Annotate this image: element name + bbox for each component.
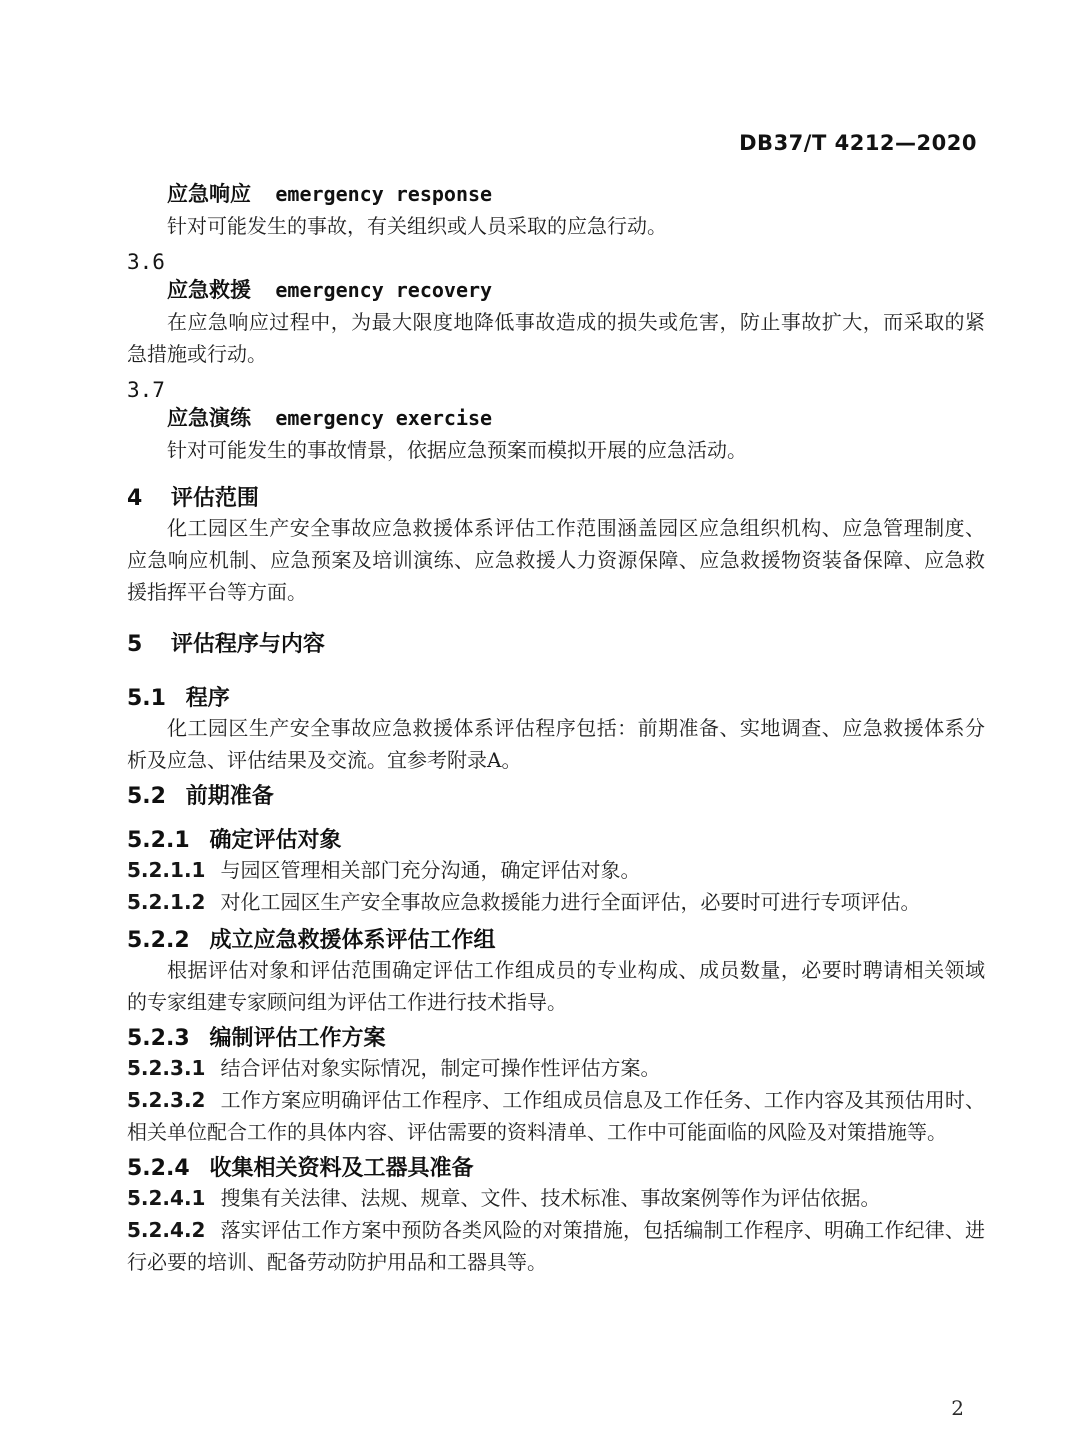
term-number: 3.6 xyxy=(127,250,165,274)
section-5-2-2-paragraph: 根据评估对象和评估范围确定评估工作组成员的专业构成、成员数量，必要时聘请相关领域的专家组建专家顾问组为评估工作进行技术指导。 xyxy=(127,958,985,1014)
clause-text: 工作方案应明确评估工作程序、工作组成员信息及工作任务、工作内容及其预估用时、相关单位配合工作的具体内容、评估需要的资料清单、工作中可能面临的风险及对策措施等。 xyxy=(127,1088,985,1144)
clause-item xyxy=(127,1084,985,1148)
clause-number: 5.2.1.1 xyxy=(127,858,206,882)
section-4-paragraph: 化工园区生产安全事故应急救援体系评估工作范围涵盖园区应急组织机构、应急管理制度、应急响应机制、应急预案及培训演练、应急救援人力资源保障、应急救援物资装备保障、应急救援指挥平台等方面。 xyxy=(127,516,985,604)
section-number: 5.2.2 xyxy=(127,928,190,953)
clause-number: 5.2.4.2 xyxy=(127,1218,206,1242)
section-title: 编制评估工作方案 xyxy=(209,1026,386,1051)
clause-number: 5.2.3.1 xyxy=(127,1056,206,1080)
section-number: 5.2.3 xyxy=(127,1026,190,1051)
clause-item xyxy=(127,1182,985,1214)
section-number: 5.2.1 xyxy=(127,828,190,853)
page-content xyxy=(127,178,985,1278)
page-number: 2 xyxy=(951,1396,964,1420)
term-chinese: 应急响应 xyxy=(167,182,251,206)
term-chinese: 应急救援 xyxy=(167,278,251,302)
section-title: 前期准备 xyxy=(185,784,274,809)
term-chinese: 应急演练 xyxy=(167,406,251,430)
clause-text: 搜集有关法律、法规、规章、文件、技术标准、事故案例等作为评估依据。 xyxy=(220,1186,881,1210)
section-5-1-paragraph: 化工园区生产安全事故应急救援体系评估程序包括：前期准备、实地调查、应急救援体系分析及应急、评估结果及交流。宜参考附录A。 xyxy=(127,716,985,772)
section-5-2-4-heading xyxy=(127,1156,985,1182)
term-title-line xyxy=(127,274,985,306)
clause-text: 结合评估对象实际情况，制定可操作性评估方案。 xyxy=(220,1056,661,1080)
term-english: emergency exercise xyxy=(275,406,493,430)
term-english: emergency recovery xyxy=(275,278,493,302)
clause-text: 与园区管理相关部门充分沟通，确定评估对象。 xyxy=(220,858,641,882)
term-english: emergency response xyxy=(275,182,493,206)
term-title-line xyxy=(127,178,985,210)
term-definition: 针对可能发生的事故，有关组织或人员采取的应急行动。 xyxy=(167,214,667,238)
clause-text: 落实评估工作方案中预防各类风险的对策措施，包括编制工作程序、明确工作纪律、进行必要的培训、配备劳动防护用品和工器具等。 xyxy=(127,1218,985,1274)
clause-item xyxy=(127,1052,985,1084)
section-5-2-2-heading xyxy=(127,928,985,954)
term-block xyxy=(127,178,985,242)
term-definition: 在应急响应过程中，为最大限度地降低事故造成的损失或危害，防止事故扩大，而采取的紧急措施或行动。 xyxy=(127,310,985,366)
section-number: 5.2 xyxy=(127,784,166,809)
section-title: 确定评估对象 xyxy=(209,828,342,853)
clause-text: 对化工园区生产安全事故应急救援能力进行全面评估，必要时可进行专项评估。 xyxy=(220,890,921,914)
section-5-2-3-heading xyxy=(127,1026,985,1052)
section-number: 5.1 xyxy=(127,686,166,711)
section-title: 收集相关资料及工器具准备 xyxy=(209,1156,474,1181)
section-title: 成立应急救援体系评估工作组 xyxy=(209,928,496,953)
clause-number: 5.2.4.1 xyxy=(127,1186,206,1210)
term-definition: 针对可能发生的事故情景，依据应急预案而模拟开展的应急活动。 xyxy=(167,438,747,462)
clause-item xyxy=(127,854,985,886)
section-5-2-heading xyxy=(127,784,985,810)
section-number: 4 xyxy=(127,486,143,511)
section-title: 评估范围 xyxy=(170,486,259,511)
section-title: 程序 xyxy=(185,686,230,711)
term-block xyxy=(127,274,985,370)
clause-number: 5.2.3.2 xyxy=(127,1088,206,1112)
standard-number-header: DB37/T 4212—2020 xyxy=(739,131,977,155)
section-5-1-heading xyxy=(127,686,985,712)
clause-number: 5.2.1.2 xyxy=(127,890,206,914)
section-5-heading xyxy=(127,632,985,658)
term-block xyxy=(127,402,985,466)
section-number: 5 xyxy=(127,632,143,657)
term-title-line xyxy=(127,402,985,434)
clause-item xyxy=(127,886,985,918)
clause-item xyxy=(127,1214,985,1278)
section-5-2-1-heading xyxy=(127,828,985,854)
section-number: 5.2.4 xyxy=(127,1156,190,1181)
section-4-heading xyxy=(127,486,985,512)
section-title: 评估程序与内容 xyxy=(170,632,325,657)
term-number: 3.7 xyxy=(127,378,165,402)
